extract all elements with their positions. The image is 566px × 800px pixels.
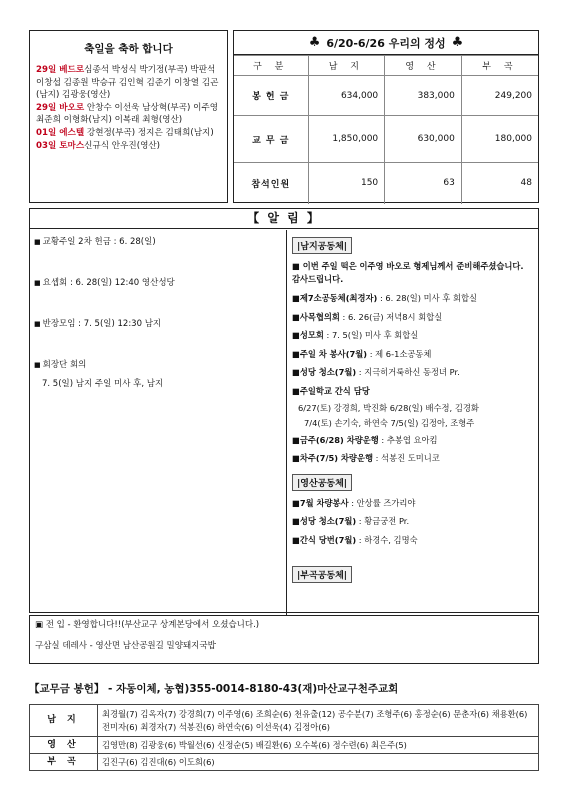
notice-label: 사목협의회 [299, 311, 340, 322]
notice-label: 차주(7/5) 차량운행 [299, 453, 373, 463]
feast-entry [36, 127, 221, 140]
notice-item [34, 318, 281, 331]
feast-names: 안창수 이선욱 남상혁(부곡) 이주영 최준희 이형화(남지) 이복래 최형(영산) [36, 102, 219, 126]
value-cell: 180,000 [461, 116, 538, 163]
notice-item [292, 497, 534, 510]
feast-names: 신규식 안우진(영산) [84, 140, 161, 151]
row-label: 봉 헌 금 [234, 76, 308, 116]
notice-label: 성당 청소(7월) [299, 367, 357, 377]
notice-label: 주일 차 봉사(7월) [299, 348, 368, 359]
donor-row [30, 705, 539, 737]
feast-date: 29일 바오로 [36, 102, 85, 113]
announcements-header: 【 알 림 】 [30, 209, 538, 229]
value-cell: 630,000 [385, 116, 462, 163]
donor-community-label: 부 곡 [30, 754, 98, 771]
notice-item [292, 366, 534, 379]
value-cell: 634,000 [308, 76, 385, 116]
notice-item [34, 359, 281, 372]
offering-row [234, 76, 538, 116]
announcements [29, 208, 539, 613]
feast-date: 29일 베드로 [36, 65, 85, 75]
value-cell: 48 [461, 163, 538, 204]
welcome-line: ▣ 전 입 - 환영합니다!!(부산교구 상계본당에서 오셨습니다.) [35, 620, 260, 630]
bullet-square-icon: ■ [292, 497, 300, 508]
bullet-square-icon: ■ [34, 361, 41, 369]
notice-text: : 추봉엽 요아킴 [378, 434, 438, 445]
feast-day-box [29, 30, 228, 203]
feast-names: 심종석 박성식 박기정(부곡) 박판석 이창섭 김종원 박승규 김인혁 김준기 이창열 김곤(남지) 김광웅(영산) [36, 65, 219, 101]
snack-schedule-line: 6/27(토) 강경희, 박진화 6/28(일) 배수정, 김경화 [298, 402, 479, 413]
notice-item [292, 534, 534, 547]
donor-names: 최경월(7) 김옥자(7) 강경희(7) 이주영(6) 조희순(6) 천유출(12) 공수분(7) 조형주(6) 홍정순(6) 문춘자(6) 채용환(6) 전미자(6) 최경자(7) 석봉진(6) 하연숙(6) 이선욱(4) 김정아(6) [98, 705, 539, 737]
notice-item [292, 292, 534, 305]
notice-item [292, 434, 534, 447]
row-label: 교 무 금 [234, 116, 308, 163]
notice-text: : 석봉진 도미니코 [372, 453, 440, 463]
bullet-square-icon: ■ [292, 261, 300, 271]
notice-label: 성당 청소(7월) [299, 516, 357, 526]
feast-date: 01일 에스텔 [36, 127, 85, 138]
header-cell: 부 곡 [461, 56, 538, 76]
donors-table [29, 704, 539, 771]
notice-item [34, 277, 281, 290]
value-cell: 383,000 [385, 76, 462, 116]
snack-schedule-line: 7/4(토) 손기숙, 하연숙 7/5(일) 김정아, 조형주 [304, 417, 475, 428]
bullet-square-icon: ■ [292, 434, 300, 445]
bullet-square-icon: ■ [292, 311, 300, 322]
notice-text: : 하경수, 김명숙 [356, 534, 418, 545]
bullet-square-icon: ■ [292, 534, 300, 545]
bullet-square-icon: ■ [292, 348, 300, 359]
general-notices [30, 230, 285, 615]
notice-item [292, 515, 534, 528]
notice-item [292, 348, 534, 361]
notice-label: 제7소공동체(최경자) [299, 293, 378, 303]
club-icon: ♣ [308, 35, 321, 50]
notice-text: 회장단 회의 [42, 360, 87, 370]
club-icon: ♣ [451, 35, 464, 50]
notice-text: : 7. 5(일) 미사 후 회합실 [323, 330, 419, 340]
feast-date: 03일 토마스 [36, 140, 85, 151]
bugok-community-heading: |부곡공동체| [292, 566, 352, 583]
community-notices [286, 230, 539, 615]
notice-text: : 안상률 즈가리야 [348, 497, 416, 508]
notice-text: : 6. 26(금) 저녁8시 회합실 [339, 311, 443, 322]
offering-table [234, 55, 538, 204]
donor-row [30, 754, 539, 771]
offering-row [234, 163, 538, 204]
value-cell: 63 [385, 163, 462, 204]
notice-text: 교황주일 2차 헌금 : 6. 28(일) [42, 237, 156, 247]
offering-title [234, 31, 538, 55]
donor-community-label: 남 지 [30, 705, 98, 737]
value-cell: 150 [308, 163, 385, 204]
notice-item [292, 385, 534, 398]
donor-community-label: 영 산 [30, 737, 98, 754]
row-label: 참석인원 [234, 163, 308, 204]
offering-header-row [234, 56, 538, 76]
value-cell: 249,200 [461, 76, 538, 116]
header-cell: 구 분 [234, 56, 308, 76]
notice-label: 주일학교 간식 담당 [299, 385, 370, 396]
feast-entry [36, 140, 221, 153]
offering-title-text: 6/20-6/26 우리의 정성 [326, 36, 446, 50]
notice-text: : 지극히거룩하신 동정녀 Pr. [356, 367, 460, 377]
bullet-square-icon: ■ [292, 516, 300, 526]
notice-label: 7월 차량봉사 [299, 497, 349, 508]
feast-title: 축일을 축하 합니다 [84, 43, 173, 55]
yeongsan-community-heading: |영산공동체| [292, 474, 352, 491]
notice-label: 금주(6/28) 차량운행 [299, 434, 379, 445]
donor-row [30, 737, 539, 754]
notice-detail: 7. 5(일) 남지 주일 미사 후, 남지 [42, 379, 164, 389]
notice-text: 요셉회 : 6. 28(일) 12:40 영산성당 [42, 278, 175, 288]
value-cell: 1,850,000 [308, 116, 385, 163]
notice-label: 간식 당번(7월) [299, 534, 357, 545]
notice-item [292, 452, 534, 465]
bullet-square-icon: ■ [292, 385, 300, 396]
donor-names: 김영만(8) 김광웅(6) 박월선(6) 신정순(5) 배길환(6) 오수복(6) 정수련(6) 최은주(5) [98, 737, 539, 754]
namji-community-heading: |남지공동체| [292, 237, 352, 254]
welcome-box [29, 615, 539, 664]
donors-heading: 【교무금 봉헌】 - 자동이체, 농협)355-0014-8180-43(재)마산교구천주교회 [29, 683, 399, 695]
bullet-square-icon: ■ [292, 330, 300, 340]
notice-item [34, 236, 281, 249]
notice-label: 성모회 [299, 330, 324, 340]
offering-row [234, 116, 538, 163]
feast-entry [36, 102, 221, 127]
feast-entry [36, 64, 221, 102]
notice-text: 반장모임 : 7. 5(일) 12:30 남지 [42, 319, 162, 329]
bullet-square-icon: ■ [292, 293, 300, 303]
notice-item [292, 311, 534, 324]
notice-text: : 황금궁전 Pr. [356, 516, 410, 526]
notice-text: : 제 6-1소공동체 [367, 348, 432, 359]
donor-names: 김진구(6) 김진대(6) 이도희(6) [98, 754, 539, 771]
bullet-square-icon: ■ [34, 279, 41, 287]
welcome-line: 구삼실 데레사 - 영산면 남산공원길 밀양돼지국밥 [35, 641, 216, 651]
bullet-square-icon: ■ [292, 367, 300, 377]
header-cell: 영 산 [385, 56, 462, 76]
notice-text: : 6. 28(일) 미사 후 회합실 [377, 293, 477, 303]
bullet-square-icon: ■ [34, 320, 41, 328]
bullet-square-icon: ■ [34, 238, 41, 246]
bullet-square-icon: ■ [292, 453, 300, 463]
namji-intro [292, 260, 534, 286]
notice-text: 이번 주일 떡은 이주영 바오로 형제님께서 준비해주셨습니다. 감사드립니다. [292, 261, 524, 284]
header-cell: 남 지 [308, 56, 385, 76]
offering-summary [233, 30, 539, 203]
notice-item [292, 329, 534, 342]
feast-names: 강현정(부곡) 정지은 김태희(남지) [84, 127, 214, 138]
